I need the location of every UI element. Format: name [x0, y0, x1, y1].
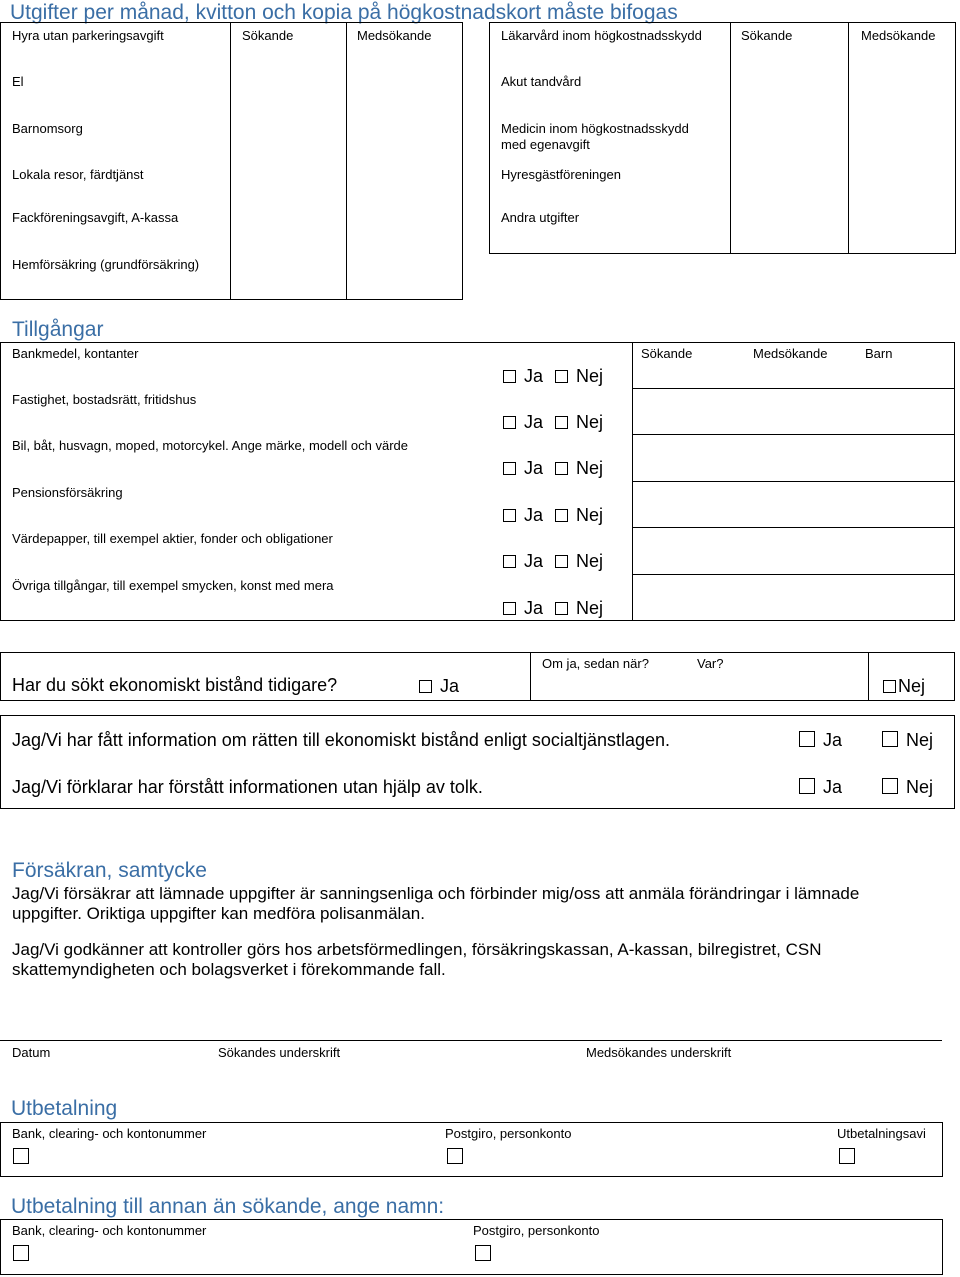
yes-no-choice: Ja Nej [503, 505, 603, 526]
expense-label: Hyresgästföreningen [501, 167, 621, 182]
no-checkbox[interactable] [555, 555, 568, 568]
previous-aid-yes: Ja [419, 676, 459, 697]
declaration-paragraph-2 [12, 940, 947, 980]
payout-notice-checkbox[interactable] [839, 1148, 855, 1164]
col-child-label: Barn [865, 346, 893, 361]
payment-other-title: Utbetalning till annan än sökande, ange namn: [11, 1195, 445, 1218]
info1-yes: Ja [799, 730, 842, 751]
info1-no: Nej [882, 730, 933, 751]
col-applicant-label: Sökande [641, 346, 693, 361]
expense-label: Medicin inom högkostnadsskydd [501, 121, 689, 136]
declaration-line: uppgifter. Oriktiga uppgifter kan medföra polisanmälan. [12, 904, 425, 923]
no-checkbox[interactable] [555, 416, 568, 429]
expense-label: Barnomsorg [12, 121, 83, 136]
postgiro-checkbox[interactable] [475, 1245, 491, 1261]
col-applicant-label: Sökande [242, 28, 294, 43]
yes-no-choice: Ja Nej [503, 412, 603, 433]
no-checkbox[interactable] [882, 778, 898, 794]
postgiro-checkbox[interactable] [447, 1148, 463, 1164]
expense-label: El [12, 74, 24, 89]
date-label: Datum [12, 1045, 51, 1060]
yes-checkbox[interactable] [503, 462, 516, 475]
previous-aid-no: Nej [883, 676, 925, 697]
declaration-line: Jag/Vi godkänner att kontroller görs hos arbetsförmedlingen, försäkringskassan, A-kassan, bilregistret, CSN [12, 940, 822, 959]
no-checkbox[interactable] [555, 370, 568, 383]
col-coapplicant-label: Medsökande [753, 346, 828, 361]
expense-label: med egenavgift [501, 137, 590, 152]
postgiro-label: Postgiro, personkonto [473, 1223, 600, 1238]
yes-no-choice: Ja Nej [503, 458, 603, 479]
declaration-paragraph-1 [12, 884, 947, 924]
col-applicant-label: Sökande [741, 28, 793, 43]
declaration-line: Jag/Vi försäkrar att lämnade uppgifter är sanningsenliga och förbinder mig/oss att anmäla förändringar i lämnade [12, 884, 860, 903]
coapplicant-signature-label: Medsökandes underskrift [586, 1045, 732, 1060]
declaration-line: skattemyndigheten och bolagsverket i förekommande fall. [12, 960, 446, 979]
information-question-1: Jag/Vi har fått information om rätten till ekonomiskt bistånd enligt socialtjänstlagen. [12, 730, 671, 750]
yes-checkbox[interactable] [503, 555, 516, 568]
when-label: Om ja, sedan när? [542, 656, 649, 671]
asset-label: Övriga tillgångar, till exempel smycken, konst med mera [12, 578, 334, 593]
expense-label: Fackföreningsavgift, A-kassa [12, 210, 179, 225]
no-checkbox[interactable] [555, 602, 568, 615]
information-question-2: Jag/Vi förklarar har förstått informationen utan hjälp av tolk. [12, 777, 483, 797]
expense-label: Akut tandvård [501, 74, 582, 89]
yes-checkbox[interactable] [503, 416, 516, 429]
col-coapplicant-label: Medsökande [861, 28, 936, 43]
previous-aid-question: Har du sökt ekonomiskt bistånd tidigare? [12, 675, 338, 695]
expense-label-doctor: Läkarvård inom högkostnadsskydd [501, 28, 702, 43]
declaration-title: Försäkran, samtycke [12, 859, 207, 882]
yes-checkbox[interactable] [799, 778, 815, 794]
where-label: Var? [697, 656, 724, 671]
bank-label: Bank, clearing- och kontonummer [12, 1223, 207, 1238]
expenses-title: Utgifter per månad, kvitton och kopia på högkostnadskort måste bifogas [10, 1, 678, 24]
info2-no: Nej [882, 777, 933, 798]
no-checkbox[interactable] [883, 680, 896, 693]
expense-label: Lokala resor, färdtjänst [12, 167, 144, 182]
expense-label: Andra utgifter [501, 210, 580, 225]
bank-checkbox[interactable] [13, 1148, 29, 1164]
yes-no-choice: Ja Nej [503, 366, 603, 387]
expense-label: Hemförsäkring (grundförsäkring) [12, 257, 200, 272]
assets-title: Tillgångar [12, 318, 104, 341]
signature-line [0, 1040, 942, 1041]
col-coapplicant-label: Medsökande [357, 28, 432, 43]
postgiro-label: Postgiro, personkonto [445, 1126, 572, 1141]
expense-label-rent: Hyra utan parkeringsavgift [12, 28, 164, 43]
asset-label: Värdepapper, till exempel aktier, fonder och obligationer [12, 531, 333, 546]
yes-checkbox[interactable] [503, 602, 516, 615]
yes-checkbox[interactable] [503, 370, 516, 383]
yes-no-choice: Ja Nej [503, 598, 603, 619]
no-checkbox[interactable] [555, 462, 568, 475]
asset-label: Fastighet, bostadsrätt, fritidshus [12, 392, 197, 407]
yes-no-choice: Ja Nej [503, 551, 603, 572]
yes-checkbox[interactable] [419, 680, 432, 693]
payout-notice-label: Utbetalningsavi [837, 1126, 926, 1141]
asset-label: Pensionsförsäkring [12, 485, 123, 500]
asset-label: Bil, båt, husvagn, moped, motorcykel. Ange märke, modell och värde [12, 438, 408, 453]
info2-yes: Ja [799, 777, 842, 798]
yes-checkbox[interactable] [503, 509, 516, 522]
bank-label: Bank, clearing- och kontonummer [12, 1126, 207, 1141]
asset-label: Bankmedel, kontanter [12, 346, 139, 361]
applicant-signature-label: Sökandes underskrift [218, 1045, 341, 1060]
no-checkbox[interactable] [555, 509, 568, 522]
yes-checkbox[interactable] [799, 731, 815, 747]
no-checkbox[interactable] [882, 731, 898, 747]
payment-title: Utbetalning [11, 1097, 118, 1120]
bank-checkbox[interactable] [13, 1245, 29, 1261]
